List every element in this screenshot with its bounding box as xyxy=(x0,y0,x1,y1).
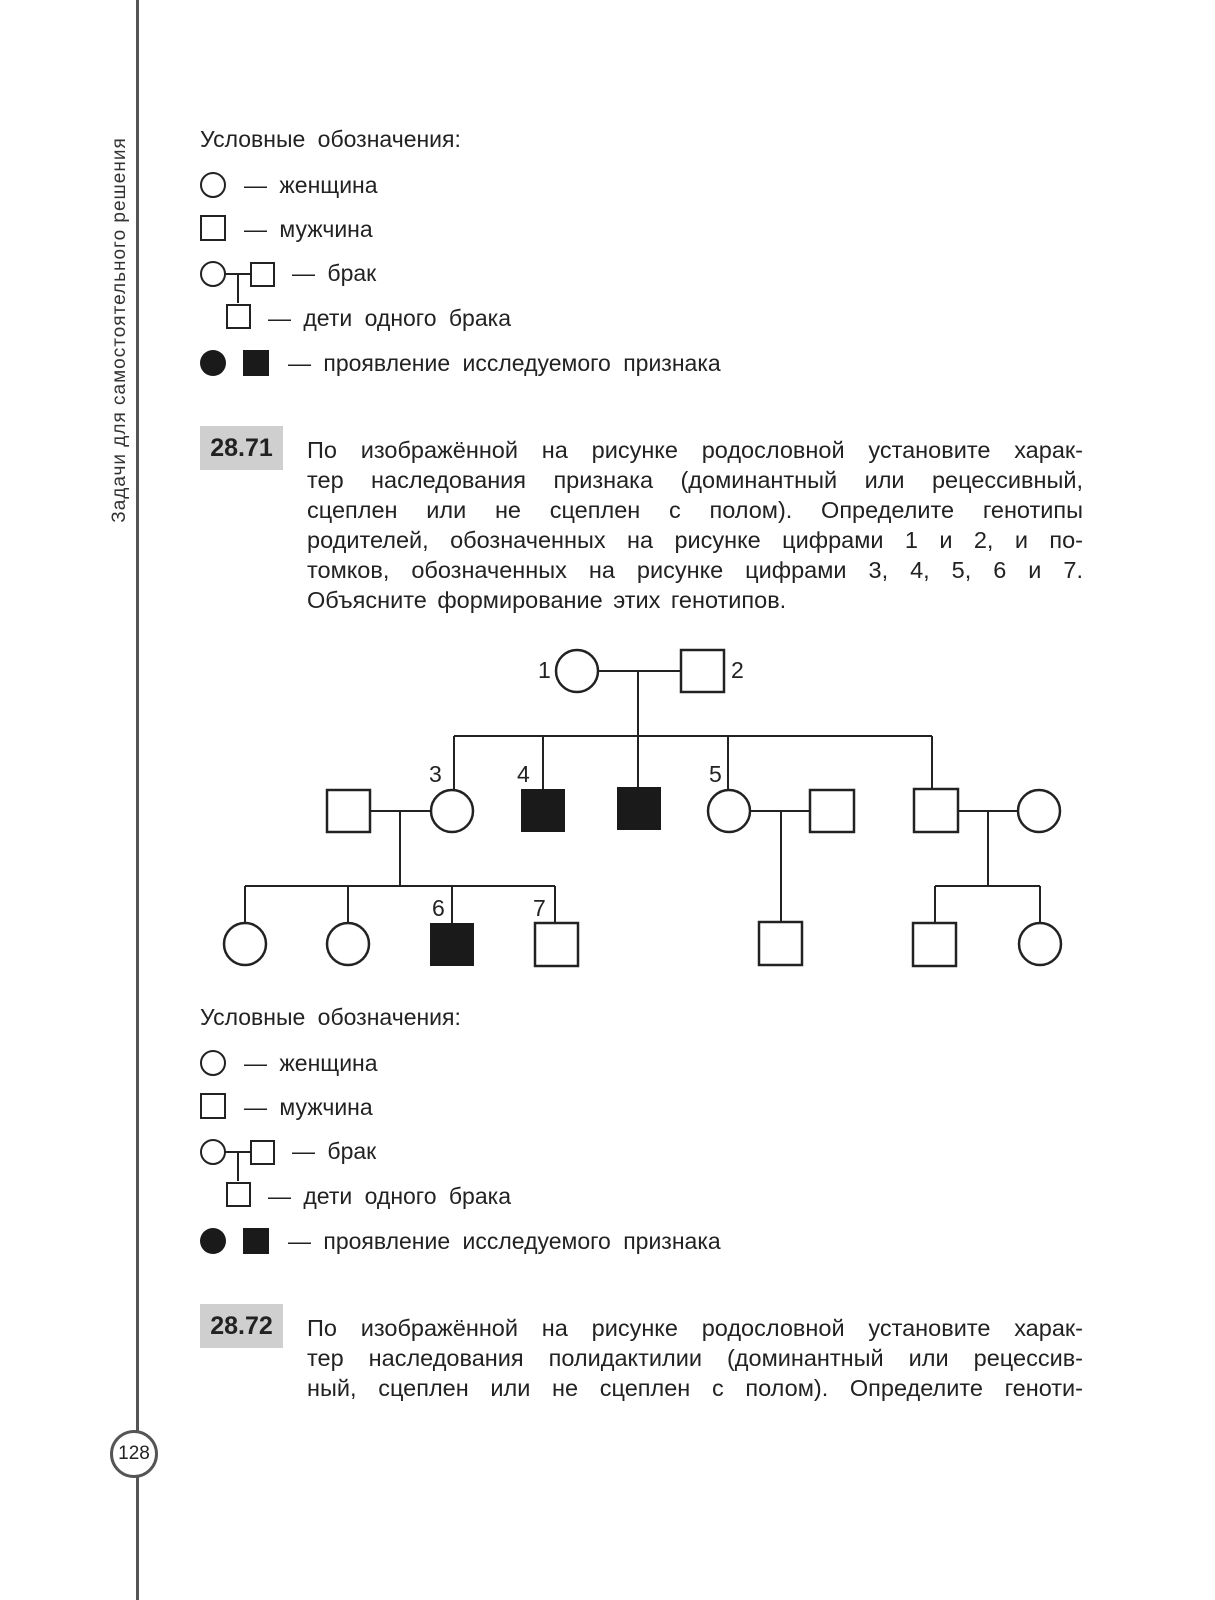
legend-heading: Условные обозначения: xyxy=(200,126,461,152)
label-7: 7 xyxy=(533,895,546,921)
legend-children-row xyxy=(200,1181,600,1211)
person-2-male xyxy=(681,650,724,692)
label-2: 2 xyxy=(731,657,744,683)
legend-trait-row xyxy=(200,348,900,378)
male-symbol-icon xyxy=(200,214,230,244)
affected-symbols-icon xyxy=(200,348,280,378)
person-4-affected-male xyxy=(521,789,565,832)
legend-trait-row xyxy=(200,1226,900,1256)
legend-marriage-text: — брак xyxy=(292,1138,377,1164)
task-text-line: По изображённой на рисунке родословной установите харак- xyxy=(307,437,1083,463)
label-6: 6 xyxy=(432,895,445,921)
task-number-28-72: 28.72 xyxy=(200,1304,283,1348)
spouse-male-of-5 xyxy=(810,790,854,832)
affected-male-son xyxy=(617,787,661,830)
affected-symbols-icon xyxy=(200,1226,280,1256)
person-1-female xyxy=(556,650,598,692)
person-3-female xyxy=(431,790,473,832)
task-text-line: тер наследования признака (доминантный или рецессивный, xyxy=(307,467,1083,493)
legend-bottom xyxy=(200,1000,900,1254)
grandchild-male xyxy=(913,923,956,966)
grandchild-female xyxy=(224,923,266,965)
legend-marriage-row xyxy=(200,1136,600,1166)
legend-children-text: — дети одного брака xyxy=(268,305,511,331)
label-5: 5 xyxy=(709,761,722,787)
task-text-28-72 xyxy=(307,1313,1083,1403)
child-symbol-icon xyxy=(226,1181,256,1211)
legend-female-row xyxy=(200,1048,600,1078)
person-7-male xyxy=(535,923,578,966)
task-text-line: ный, сцеплен или не сцеплен с полом). Определите геноти- xyxy=(307,1375,1083,1401)
grandchild-female xyxy=(327,923,369,965)
legend-top xyxy=(200,122,900,376)
legend-male-row xyxy=(200,1092,600,1122)
label-1: 1 xyxy=(538,657,551,683)
legend-children-row xyxy=(200,303,600,333)
person-5-female xyxy=(708,790,750,832)
person-6-affected-male xyxy=(430,923,474,966)
grandchild-female xyxy=(1019,923,1061,965)
pedigree-diagram xyxy=(0,640,1215,980)
legend-male-row xyxy=(200,214,600,244)
spouse-female-of-son xyxy=(1018,790,1060,832)
grandchild-male xyxy=(759,922,802,965)
task-text-line: сцеплен или не сцеплен с полом). Определите генотипы xyxy=(307,497,1083,523)
unaffected-male-son xyxy=(914,789,958,832)
task-text-line: томков, обозначенных на рисунке цифрами 3, 4, 5, 6 и 7. xyxy=(307,557,1083,583)
female-symbol-icon xyxy=(200,1048,230,1078)
task-text-line: родителей, обозначенных на рисунке цифрами 1 и 2, и по- xyxy=(307,527,1083,553)
section-title-vertical: Задачи для самостоятельного решения xyxy=(109,137,130,523)
legend-female-text: — женщина xyxy=(244,1050,378,1076)
male-symbol-icon xyxy=(200,1092,230,1122)
label-3: 3 xyxy=(429,761,442,787)
legend-male-text: — мужчина xyxy=(244,216,373,242)
task-text-line: тер наследования полидактилии (доминантный или рецессив- xyxy=(307,1345,1083,1371)
spouse-male-of-3 xyxy=(327,790,370,832)
legend-trait-text: — проявление исследуемого признака xyxy=(288,1228,721,1254)
legend-female-text: — женщина xyxy=(244,172,378,198)
task-text-28-71 xyxy=(307,435,1083,615)
child-symbol-icon xyxy=(226,303,256,333)
task-text-line: По изображённой на рисунке родословной установите харак- xyxy=(307,1315,1083,1341)
female-symbol-icon xyxy=(200,170,230,200)
page-number: 128 xyxy=(110,1430,158,1478)
legend-marriage-row xyxy=(200,258,600,288)
task-text-line: Объясните формирование этих генотипов. xyxy=(307,587,787,613)
legend-heading: Условные обозначения: xyxy=(200,1004,461,1030)
legend-marriage-text: — брак xyxy=(292,260,377,286)
legend-male-text: — мужчина xyxy=(244,1094,373,1120)
legend-female-row xyxy=(200,170,600,200)
label-4: 4 xyxy=(517,761,530,787)
legend-trait-text: — проявление исследуемого признака xyxy=(288,350,721,376)
task-number-28-71: 28.71 xyxy=(200,426,283,470)
legend-children-text: — дети одного брака xyxy=(268,1183,511,1209)
